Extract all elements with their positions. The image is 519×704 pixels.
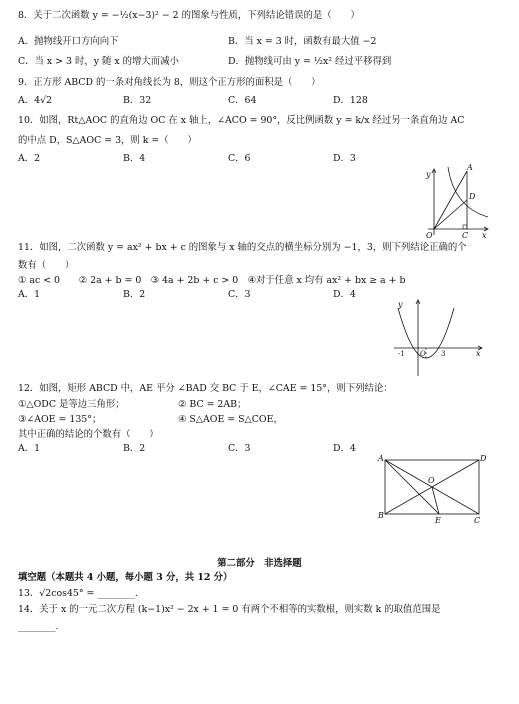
q11-fig-3-label: 3 [441, 350, 446, 358]
q11-fig-o-label: O [420, 350, 426, 358]
q10-option-b: B．4 [123, 153, 146, 164]
q11-fig-minus1-label: -1 [398, 350, 405, 358]
q9-option-c: C．64 [228, 95, 257, 106]
q11-option-a: A．1 [18, 289, 41, 300]
q12-fig-e-label: E [435, 516, 441, 524]
q10-option-a: A．2 [18, 153, 41, 164]
q12-statement-3: ③∠AOE = 135°； [18, 414, 102, 425]
q11-line1: 11．如图，二次函数 y = ax² + bx + c 的图象与 x 轴的交点的横坐标分别为 −1，3，则下列结论正确的个 [18, 242, 467, 253]
fill-in-heading: 填空题（本题共 4 小题，每小题 3 分，共 12 分） [18, 572, 233, 583]
q12-line4: 其中正确的结论的个数有（ ） [18, 429, 159, 440]
q11-option-d: D．4 [333, 289, 356, 300]
q12-line1: 12．如图，矩形 ABCD 中，AE 平分 ∠BAD 交 BC 于 E，∠CAE = 15°，则下列结论： [18, 383, 393, 394]
q12-option-a: A．1 [18, 443, 41, 454]
q10-line2: 的中点 D，S△AOC = 3，则 k =（ ） [18, 135, 197, 146]
q8-stem: 8．关于二次函数 y = −½(x−3)² − 2 的图象与性质，下列结论错误的是（ ） [18, 10, 360, 21]
q12-fig-d-label: D [480, 454, 487, 463]
q10-fig-a-label: A [467, 163, 473, 172]
part2-title: 第二部分 非选择题 [217, 558, 302, 569]
q10-fig-x-label: x [482, 231, 487, 239]
q12-statement-1: ①△ODC 是等边三角形； [18, 399, 125, 410]
q10-option-c: C．6 [228, 153, 251, 164]
q8-option-c: C．当 x > 3 时，y 随 x 的增大而减小 [18, 56, 179, 67]
q14-line1: 14．关于 x 的一元二次方程 (k−1)x² − 2x + 1 = 0 有两个不相等的实数根，则实数 k 的取值范围是 [18, 604, 441, 615]
q14-line2: ________. [18, 621, 59, 632]
q8-option-b: B．当 x = 3 时，函数有最大值 −2 [228, 36, 377, 47]
q10-figure [420, 163, 492, 239]
q12-statement-2: ② BC = 2AB； [178, 399, 247, 410]
q12-fig-a-label: A [378, 454, 384, 463]
q10-fig-d-label: D [469, 192, 476, 201]
q11-fig-y-label: y [398, 300, 403, 309]
q12-option-b: B．2 [123, 443, 146, 454]
q12-option-d: D．4 [333, 443, 356, 454]
q9-option-b: B．32 [123, 95, 152, 106]
q9-option-a: A．4√2 [18, 95, 53, 106]
q12-fig-o-label: O [428, 476, 435, 485]
q9-stem: 9．正方形 ABCD 的一条对角线长为 8，则这个正方形的面积是（ ） [18, 77, 321, 88]
q9-option-d: D．128 [333, 95, 368, 106]
q11-fig-x-label: x [476, 349, 481, 358]
q10-fig-y-label: y [426, 170, 431, 179]
q12-fig-b-label: B [378, 511, 384, 520]
q11-figure [390, 296, 486, 378]
q12-figure [376, 452, 488, 524]
q13-text: 13．√2cos45° = ________. [18, 588, 138, 599]
q12-statement-4: ④ S△AOE = S△COE， [178, 414, 283, 425]
q11-option-b: B．2 [123, 289, 146, 300]
q8-option-d: D．抛物线可由 y = ½x² 经过平移得到 [228, 56, 392, 67]
q10-fig-o-label: O [426, 231, 433, 239]
q10-line1: 10．如图，Rt△AOC 的直角边 OC 在 x 轴上，∠ACO = 90°，反比例函数 y = k/x 经过另一条直角边 AC [18, 115, 465, 126]
q11-option-c: C．3 [228, 289, 251, 300]
q10-fig-c-label: C [462, 231, 469, 239]
q10-option-d: D．3 [333, 153, 356, 164]
q11-line3: ① ac < 0 ② 2a + b = 0 ③ 4a + 2b + c > 0 ④对于任意 x 均有 ax² + bx ≥ a + b [18, 275, 406, 286]
q11-line2: 数有（ ） [18, 260, 75, 271]
q12-option-c: C．3 [228, 443, 251, 454]
q12-fig-c-label: C [474, 516, 481, 524]
q8-option-a: A．抛物线开口方向向下 [18, 36, 119, 47]
